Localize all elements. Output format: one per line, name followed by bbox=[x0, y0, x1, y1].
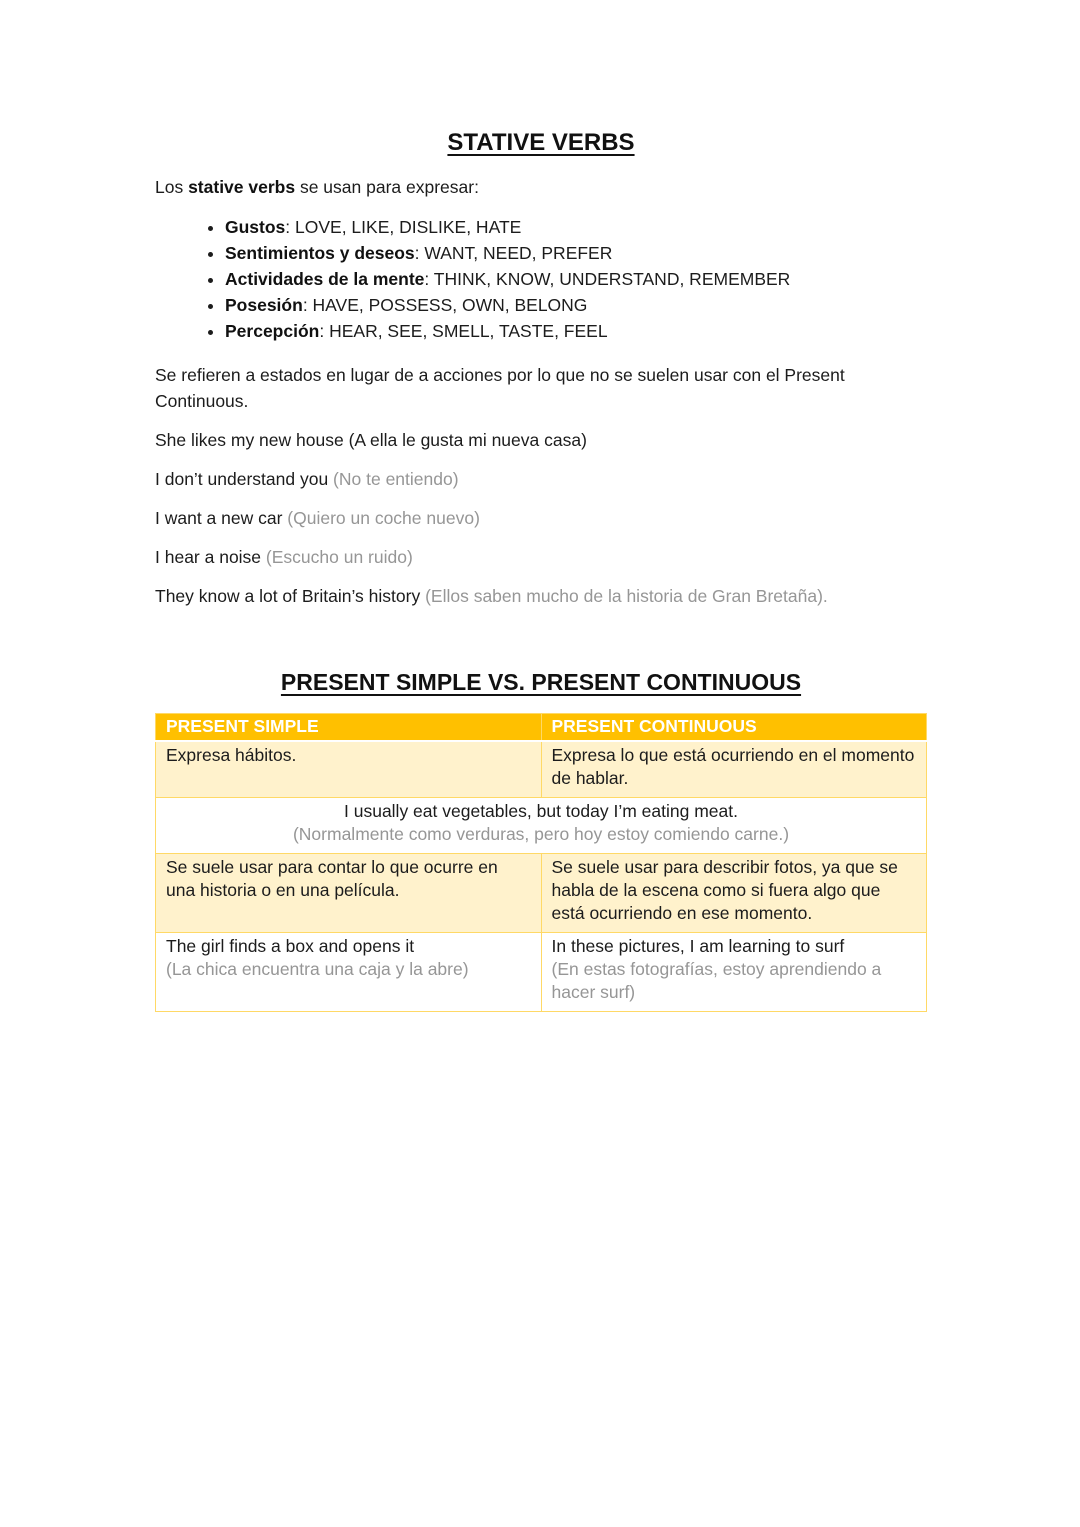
intro-paragraph bbox=[155, 174, 927, 200]
bullet-text: : WANT, NEED, PREFER bbox=[414, 243, 613, 263]
comparison-title: PRESENT SIMPLE VS. PRESENT CONTINUOUS bbox=[280, 669, 802, 695]
example-english: I hear a noise bbox=[155, 547, 262, 567]
bullet-item-posesion bbox=[225, 292, 927, 318]
continuous-example-translation: (En estas fotografías, estoy aprendiendo a hacer surf) bbox=[551, 959, 882, 1002]
example-sentence-1 bbox=[155, 427, 927, 453]
example-translation: (Ellos saben mucho de la historia de Gran Bretaña). bbox=[420, 586, 828, 606]
continuous-example-english: In these pictures, I am learning to surf bbox=[551, 936, 845, 956]
cell-continuous-usage: Se suele usar para describir fotos, ya que se habla de la escena como si fuera algo que está ocurriendo en ese momento. bbox=[541, 854, 927, 933]
intro-suffix: se usan para expresar: bbox=[295, 177, 479, 197]
table-header-present-simple: PRESENT SIMPLE bbox=[156, 714, 542, 742]
table-row-usage bbox=[156, 854, 927, 933]
example-sentence-5 bbox=[155, 583, 927, 609]
section-comparison bbox=[155, 667, 927, 1012]
bullet-text: : HEAR, SEE, SMELL, TASTE, FEEL bbox=[319, 321, 608, 341]
table-header-row bbox=[156, 714, 927, 742]
usage-paragraph: Se refieren a estados en lugar de a acciones por lo que no se suelen usar con el Present Continuous. bbox=[155, 365, 845, 411]
bullet-text: : LOVE, LIKE, DISLIKE, HATE bbox=[285, 217, 522, 237]
example-translation: (A ella le gusta mi nueva casa) bbox=[343, 430, 587, 450]
document-content bbox=[155, 128, 927, 1012]
bullet-label: Gustos bbox=[225, 217, 286, 237]
shared-example-translation: (Normalmente como verduras, pero hoy estoy comiendo carne.) bbox=[292, 824, 790, 844]
section-stative-verbs bbox=[155, 128, 927, 609]
cell-continuous-example bbox=[541, 933, 927, 1012]
example-sentence-4 bbox=[155, 544, 927, 570]
table-row-definition bbox=[156, 741, 927, 798]
bullet-label: Actividades de la mente bbox=[225, 269, 425, 289]
bullet-item-percepcion bbox=[225, 318, 927, 344]
example-english: They know a lot of Britain’s history bbox=[155, 586, 421, 606]
example-english: She likes my new house bbox=[155, 430, 344, 450]
intro-prefix: Los bbox=[155, 177, 189, 197]
table-row-shared-example bbox=[156, 798, 927, 854]
bullet-text: : THINK, KNOW, UNDERSTAND, REMEMBER bbox=[424, 269, 791, 289]
example-sentence-2 bbox=[155, 466, 927, 492]
bullet-item-sentimientos bbox=[225, 240, 927, 266]
example-english: I want a new car bbox=[155, 508, 283, 528]
shared-example-english: I usually eat vegetables, but today I’m eating meat. bbox=[344, 801, 738, 821]
simple-example-english: The girl finds a box and opens it bbox=[166, 936, 415, 956]
example-translation: (Escucho un ruido) bbox=[261, 547, 413, 567]
bullet-item-gustos bbox=[225, 214, 927, 240]
simple-example-translation: (La chica encuentra una caja y la abre) bbox=[166, 959, 469, 979]
stative-category-list bbox=[155, 214, 927, 344]
cell-simple-definition: Expresa hábitos. bbox=[156, 741, 542, 798]
example-sentence-3 bbox=[155, 505, 927, 531]
example-translation: (Quiero un coche nuevo) bbox=[282, 508, 480, 528]
bullet-text: : HAVE, POSSESS, OWN, BELONG bbox=[302, 295, 588, 315]
bullet-label: Posesión bbox=[225, 295, 303, 315]
cell-continuous-definition: Expresa lo que está ocurriendo en el momento de hablar. bbox=[541, 741, 927, 798]
bullet-item-actividades bbox=[225, 266, 927, 292]
example-english: I don’t understand you bbox=[155, 469, 329, 489]
stative-verbs-title: STATIVE VERBS bbox=[447, 129, 635, 156]
comparison-table bbox=[155, 713, 927, 1012]
cell-simple-example bbox=[156, 933, 542, 1012]
bullet-label: Percepción bbox=[225, 321, 320, 341]
table-header-present-continuous: PRESENT CONTINUOUS bbox=[541, 714, 927, 742]
example-translation: (No te entiendo) bbox=[328, 469, 459, 489]
intro-bold-term: stative verbs bbox=[188, 177, 296, 197]
cell-shared-example bbox=[156, 798, 927, 854]
table-row-examples bbox=[156, 933, 927, 1012]
cell-simple-usage: Se suele usar para contar lo que ocurre en una historia o en una película. bbox=[156, 854, 542, 933]
bullet-label: Sentimientos y deseos bbox=[225, 243, 415, 263]
